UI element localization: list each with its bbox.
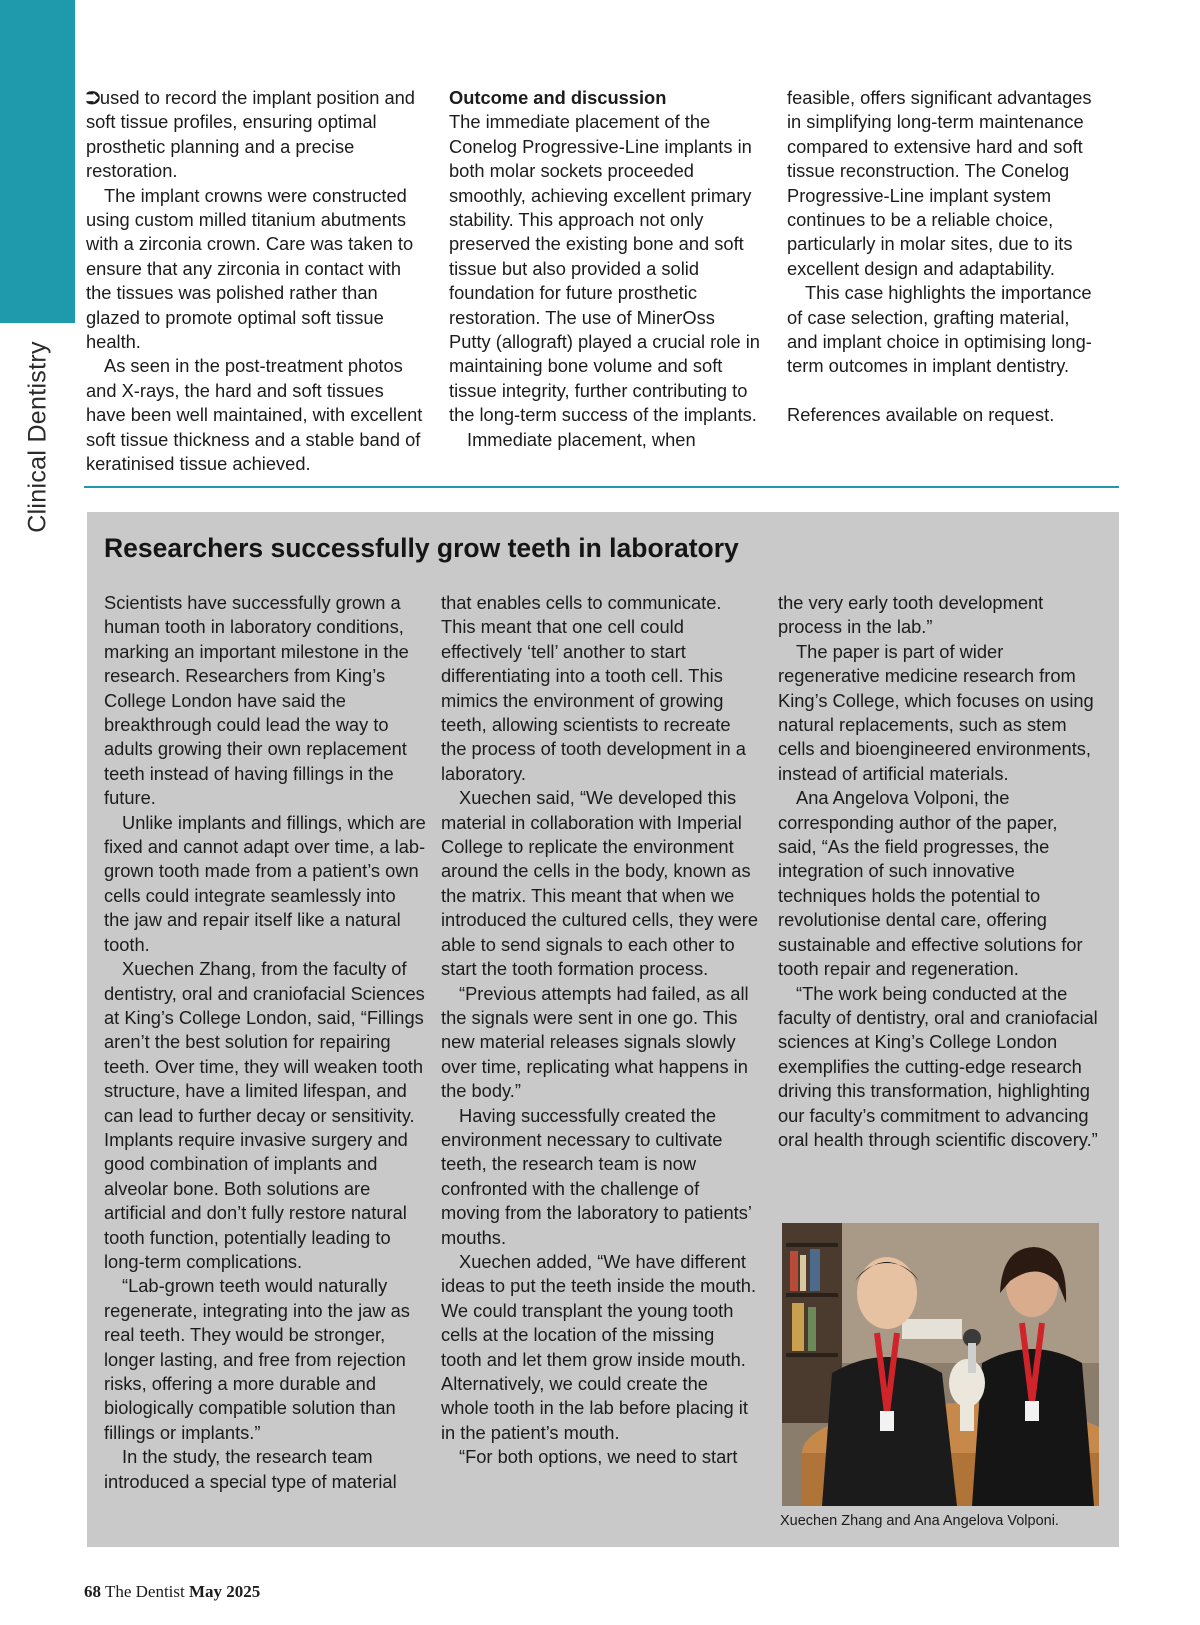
top-article-column-3 bbox=[787, 86, 1097, 427]
photo-caption: Xuechen Zhang and Ana Angelova Volponi. bbox=[780, 1513, 1059, 1529]
paragraph: that enables cells to communicate. This meant that one cell could effectively ‘tell’ another to start differentiating into a tooth cell. This mimics the environment of growing teeth, allowing scientists to recreate the process of tooth development in a laboratory. bbox=[441, 592, 746, 784]
paragraph: “For both options, we need to start bbox=[459, 1446, 738, 1468]
continued-arrow-icon: ⮊ bbox=[86, 87, 100, 108]
news-column-3 bbox=[778, 591, 1098, 1152]
issue-date: May 2025 bbox=[189, 1582, 261, 1601]
page-number: 68 bbox=[84, 1582, 101, 1601]
paragraph: As seen in the post-treatment photos and X-rays, the hard and soft tissues have been well maintained, with excellent soft tissue thickness and a stable band of keratinised tissue achieved. bbox=[86, 355, 423, 475]
section-color-tab bbox=[0, 0, 75, 323]
references-note: References available on request. bbox=[787, 403, 1055, 425]
paragraph bbox=[86, 86, 426, 184]
paragraph: “Lab-grown teeth would naturally regenerate, integrating into the jaw as real teeth. They would be stronger, longer lasting, and free from rejection risks, offering a more durable and biologically compatible solution than fillings or implants.” bbox=[104, 1275, 410, 1443]
section-label: Clinical Dentistry bbox=[23, 341, 52, 533]
section-divider bbox=[84, 486, 1119, 488]
paragraph: Xuechen said, “We developed this material in collaboration with Imperial College to replicate the environment around the cells in the body, known as the matrix. This meant that when we introduced the cultured cells, they were able to send signals to each other to start the tooth formation process. bbox=[441, 787, 759, 980]
paragraph: “The work being conducted at the faculty of dentistry, oral and craniofacial sciences at King’s College London exemplifies the cutting-edge research driving this transformation, highlighting our faculty’s commitment to advancing oral health through scientific discovery.” bbox=[778, 982, 1098, 1150]
paragraph: Scientists have successfully grown a human tooth in laboratory conditions, marking an important milestone in the research. Researchers from King’s College London have said the breakthrough could lead the way to adults growing their own replacement teeth instead of having fillings in the future. bbox=[104, 592, 409, 809]
news-headline: Researchers successfully grow teeth in laboratory bbox=[104, 533, 739, 563]
paragraph: The immediate placement of the Conelog Progressive-Line implants in both molar sockets proceeded smoothly, achieving excellent primary stability. This approach not only preserved the existing bone and soft tissue but also provided a solid foundation for future prosthetic restoration. The use of MinerOss Putty (allograft) played a crucial role in maintaining bone volume and soft tissue integrity, further contributing to the long-term success of the implants. bbox=[449, 111, 760, 426]
paragraph: the very early tooth development process in the lab.” bbox=[778, 592, 1044, 638]
paragraph-text: used to record the implant position and soft tissue profiles, ensuring optimal prosthetic planning and a precise restoration. bbox=[86, 87, 415, 182]
top-article-column-1 bbox=[86, 86, 426, 477]
paragraph: Unlike implants and fillings, which are fixed and cannot adapt over time, a lab-grown tooth made from a patient’s own cells could integrate seamlessly into the jaw and repair itself like a natural tooth. bbox=[104, 811, 426, 955]
page-footer bbox=[84, 1582, 260, 1602]
top-article-column-2 bbox=[449, 86, 761, 452]
paragraph: Immediate placement, when bbox=[467, 428, 696, 450]
news-column-1 bbox=[104, 591, 426, 1494]
researchers-photo bbox=[782, 1223, 1099, 1506]
news-column-2 bbox=[441, 591, 759, 1470]
paragraph: This case highlights the importance of case selection, grafting material, and implant choice in optimising long-term outcomes in implant dentistry. bbox=[787, 282, 1092, 377]
subheading: Outcome and discussion bbox=[449, 87, 667, 108]
paragraph: Ana Angelova Volponi, the corresponding author of the paper, said, “As the field progresses, the integration of such innovative techniques holds the potential to revolutionise dental care, offering sustainable and effective solutions for tooth repair and regeneration. bbox=[778, 787, 1083, 980]
paragraph: In the study, the research team introduced a special type of material bbox=[104, 1446, 397, 1492]
paragraph: The paper is part of wider regenerative medicine research from King’s College, which focuses on using natural replacements, such as stem cells and bioengineered environments, instead of artificial materials. bbox=[778, 640, 1094, 784]
paragraph: The implant crowns were constructed using custom milled titanium abutments with a zirconia crown. Care was taken to ensure that any zirconia in contact with the tissues was polished rather than glazed to promote optimal soft tissue health. bbox=[86, 184, 414, 353]
paragraph: feasible, offers significant advantages in simplifying long-term maintenance compared to extensive hard and soft tissue reconstruction. The Conelog Progressive-Line implant system continues to be a reliable choice, particularly in molar sites, due to its excellent design and adaptability. bbox=[787, 87, 1092, 279]
paragraph: Xuechen Zhang, from the faculty of dentistry, oral and craniofacial Sciences at King’s College London, said, “Fillings aren’t the best solution for repairing teeth. Over time, they will weaken tooth structure, have a limited lifespan, and can lead to further decay or sensitivity. Implants require invasive surgery and good combination of implants and alveolar bone. Both solutions are artificial and don’t fully restore natural tooth function, potentially leading to long-term complications. bbox=[104, 958, 425, 1272]
publication-name: The Dentist bbox=[104, 1582, 185, 1601]
paragraph: Having successfully created the environment necessary to cultivate teeth, the research team is now confronted with the challenge of moving from the laboratory to patients’ mouths. bbox=[441, 1104, 752, 1248]
paragraph: “Previous attempts had failed, as all the signals were sent in one go. This new material releases signals slowly over time, replicating what happens in the body.” bbox=[441, 982, 749, 1102]
paragraph: Xuechen added, “We have different ideas to put the teeth inside the mouth. We could transplant the young tooth cells at the location of the missing tooth and let them grow inside mouth. Alternatively, we could create the whole tooth in the lab before placing it in the patient’s mouth. bbox=[441, 1250, 757, 1443]
